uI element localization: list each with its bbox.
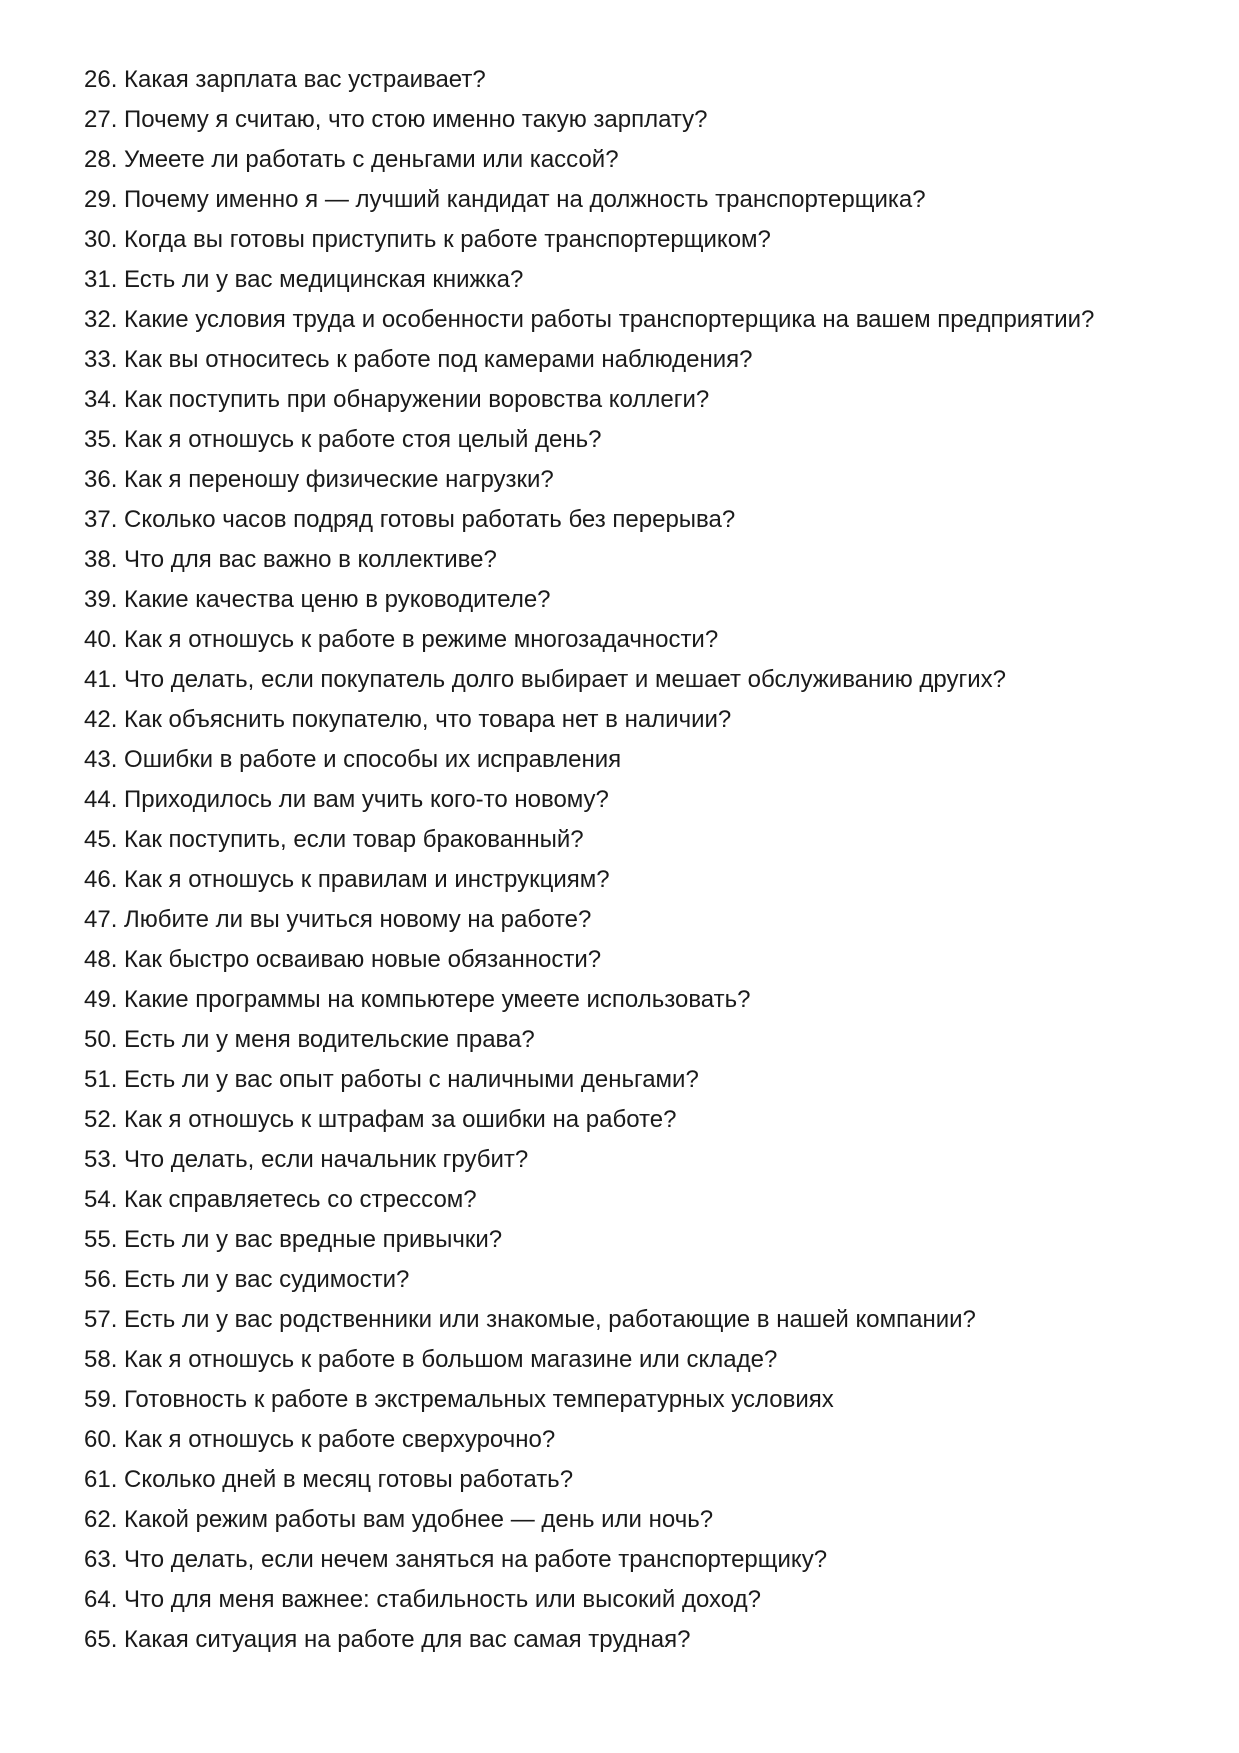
question-item: 32. Какие условия труда и особенности работы транспортерщика на вашем предприятии? (84, 306, 1095, 333)
question-item: 52. Как я отношусь к штрафам за ошибки на работе? (84, 1106, 677, 1133)
question-item: 46. Как я отношусь к правилам и инструкциям? (84, 866, 610, 893)
question-item: 28. Умеете ли работать с деньгами или кассой? (84, 146, 619, 173)
question-item: 35. Как я отношусь к работе стоя целый день? (84, 426, 602, 453)
question-item: 33. Как вы относитесь к работе под камерами наблюдения? (84, 346, 753, 373)
question-item: 30. Когда вы готовы приступить к работе транспортерщиком? (84, 226, 771, 253)
question-item: 36. Как я переношу физические нагрузки? (84, 466, 554, 493)
question-item: 26. Какая зарплата вас устраивает? (84, 66, 486, 93)
question-item: 51. Есть ли у вас опыт работы с наличными деньгами? (84, 1066, 699, 1093)
question-item: 31. Есть ли у вас медицинская книжка? (84, 266, 524, 293)
question-item: 40. Как я отношусь к работе в режиме многозадачности? (84, 626, 719, 653)
question-item: 41. Что делать, если покупатель долго выбирает и мешает обслуживанию других? (84, 666, 1006, 693)
question-item: 37. Сколько часов подряд готовы работать без перерыва? (84, 506, 736, 533)
question-item: 58. Как я отношусь к работе в большом магазине или складе? (84, 1346, 778, 1373)
question-item: 64. Что для меня важнее: стабильность или высокий доход? (84, 1586, 761, 1613)
question-item: 59. Готовность к работе в экстремальных температурных условиях (84, 1386, 834, 1413)
question-item: 61. Сколько дней в месяц готовы работать? (84, 1466, 574, 1493)
question-item: 43. Ошибки в работе и способы их исправления (84, 746, 622, 773)
question-item: 45. Как поступить, если товар бракованный? (84, 826, 584, 853)
question-item: 56. Есть ли у вас судимости? (84, 1266, 410, 1293)
question-item: 50. Есть ли у меня водительские права? (84, 1026, 535, 1053)
question-item: 27. Почему я считаю, что стою именно такую зарплату? (84, 106, 708, 133)
question-item: 62. Какой режим работы вам удобнее — день или ночь? (84, 1506, 714, 1533)
question-item: 54. Как справляетесь со стрессом? (84, 1186, 477, 1213)
question-item: 29. Почему именно я — лучший кандидат на должность транспортерщика? (84, 186, 926, 213)
question-item: 60. Как я отношусь к работе сверхурочно? (84, 1426, 556, 1453)
question-item: 63. Что делать, если нечем заняться на работе транспортерщику? (84, 1546, 828, 1573)
question-item: 49. Какие программы на компьютере умеете использовать? (84, 986, 751, 1013)
question-item: 42. Как объяснить покупателю, что товара нет в наличии? (84, 706, 732, 733)
question-item: 44. Приходилось ли вам учить кого-то новому? (84, 786, 609, 813)
question-item: 48. Как быстро осваиваю новые обязанности? (84, 946, 602, 973)
question-item: 39. Какие качества ценю в руководителе? (84, 586, 551, 613)
question-item: 65. Какая ситуация на работе для вас самая трудная? (84, 1626, 691, 1653)
question-item: 38. Что для вас важно в коллективе? (84, 546, 497, 573)
question-item: 53. Что делать, если начальник грубит? (84, 1146, 529, 1173)
question-list (84, 60, 1094, 1660)
question-item: 47. Любите ли вы учиться новому на работе? (84, 906, 592, 933)
question-item: 34. Как поступить при обнаружении воровства коллеги? (84, 386, 710, 413)
question-item: 55. Есть ли у вас вредные привычки? (84, 1226, 503, 1253)
question-item: 57. Есть ли у вас родственники или знакомые, работающие в нашей компании? (84, 1306, 976, 1333)
